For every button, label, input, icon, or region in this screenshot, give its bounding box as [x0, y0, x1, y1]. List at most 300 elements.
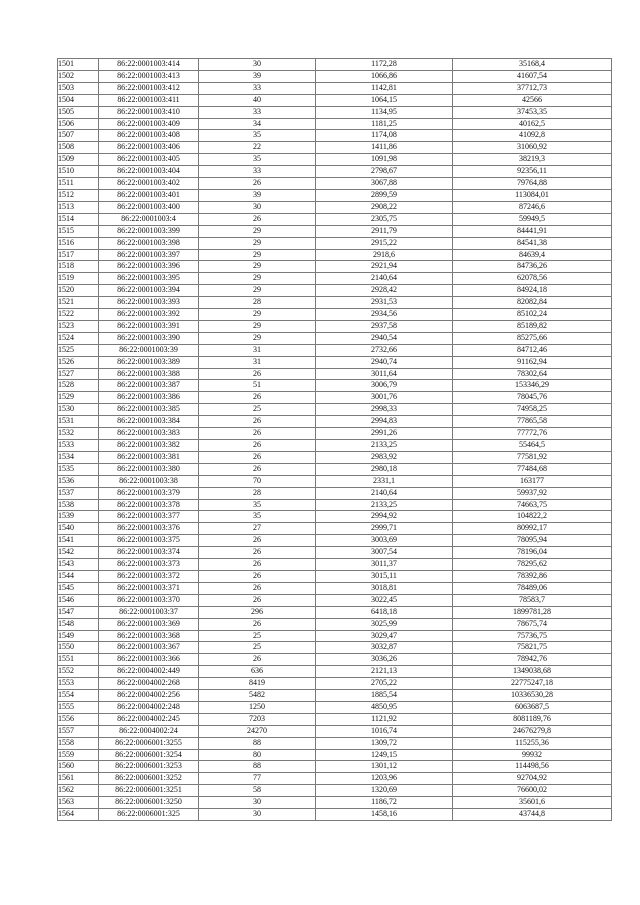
cell-area: 636 [199, 666, 316, 678]
cell-row-number: 1541 [58, 535, 99, 547]
cell-cadastral-number: 86:22:0001003:376 [99, 523, 199, 535]
cell-total-value: 113084,01 [453, 189, 612, 201]
cell-area: 26 [199, 535, 316, 547]
cell-cadastral-number: 86:22:0001003:378 [99, 499, 199, 511]
cell-row-number: 1554 [58, 690, 99, 702]
cell-unit-value: 2928,42 [316, 285, 453, 297]
cell-unit-value: 3022,45 [316, 594, 453, 606]
cell-cadastral-number: 86:22:0001003:389 [99, 356, 199, 368]
cell-unit-value: 3018,81 [316, 582, 453, 594]
cell-total-value: 1349038,68 [453, 666, 612, 678]
cell-total-value: 77865,58 [453, 416, 612, 428]
cell-total-value: 37453,35 [453, 106, 612, 118]
table-row [58, 582, 612, 594]
table-row [58, 440, 612, 452]
cell-total-value: 78489,06 [453, 582, 612, 594]
table-row [58, 201, 612, 213]
table-row [58, 142, 612, 154]
cell-cadastral-number: 86:22:0001003:402 [99, 178, 199, 190]
cell-area: 26 [199, 570, 316, 582]
cell-unit-value: 1203,96 [316, 773, 453, 785]
cell-row-number: 1550 [58, 642, 99, 654]
cell-area: 29 [199, 309, 316, 321]
cell-row-number: 1545 [58, 582, 99, 594]
table-row [58, 487, 612, 499]
table-row [58, 237, 612, 249]
cell-row-number: 1524 [58, 332, 99, 344]
cell-area: 33 [199, 82, 316, 94]
cell-total-value: 85275,66 [453, 332, 612, 344]
cell-total-value: 74958,25 [453, 404, 612, 416]
table-row [58, 475, 612, 487]
cell-row-number: 1501 [58, 59, 99, 71]
table-row [58, 654, 612, 666]
table-row [58, 309, 612, 321]
table-row [58, 59, 612, 71]
cell-area: 1250 [199, 701, 316, 713]
cell-unit-value: 2908,22 [316, 201, 453, 213]
table-row [58, 642, 612, 654]
cell-row-number: 1546 [58, 594, 99, 606]
cell-cadastral-number: 86:22:0006001:3253 [99, 761, 199, 773]
cell-area: 29 [199, 225, 316, 237]
cell-unit-value: 4850,95 [316, 701, 453, 713]
cell-cadastral-number: 86:22:0001003:372 [99, 570, 199, 582]
table-row [58, 570, 612, 582]
cell-unit-value: 2931,53 [316, 297, 453, 309]
cell-unit-value: 1411,86 [316, 142, 453, 154]
cell-total-value: 6063687,5 [453, 701, 612, 713]
cell-row-number: 1517 [58, 249, 99, 261]
cell-unit-value: 3025,99 [316, 618, 453, 630]
cell-area: 80 [199, 749, 316, 761]
cell-row-number: 1537 [58, 487, 99, 499]
cell-cadastral-number: 86:22:0001003:377 [99, 511, 199, 523]
table-row [58, 225, 612, 237]
cell-row-number: 1508 [58, 142, 99, 154]
cell-total-value: 99932 [453, 749, 612, 761]
cell-total-value: 78045,76 [453, 392, 612, 404]
cell-area: 39 [199, 70, 316, 82]
cell-unit-value: 2918,6 [316, 249, 453, 261]
cell-unit-value: 2121,13 [316, 666, 453, 678]
cell-area: 24270 [199, 725, 316, 737]
cell-area: 30 [199, 59, 316, 71]
cell-total-value: 59949,5 [453, 213, 612, 225]
table-row [58, 749, 612, 761]
cell-area: 7203 [199, 713, 316, 725]
cell-unit-value: 2140,64 [316, 273, 453, 285]
cell-cadastral-number: 86:22:0001003:413 [99, 70, 199, 82]
cell-total-value: 91162,94 [453, 356, 612, 368]
cell-unit-value: 6418,18 [316, 606, 453, 618]
cell-area: 29 [199, 320, 316, 332]
table-row [58, 130, 612, 142]
cell-cadastral-number: 86:22:0006001:3254 [99, 749, 199, 761]
cell-cadastral-number: 86:22:0001003:39 [99, 344, 199, 356]
cell-area: 33 [199, 106, 316, 118]
cell-cadastral-number: 86:22:0006001:3250 [99, 797, 199, 809]
cell-total-value: 78675,74 [453, 618, 612, 630]
cell-cadastral-number: 86:22:0001003:385 [99, 404, 199, 416]
cell-cadastral-number: 86:22:0001003:397 [99, 249, 199, 261]
table-row [58, 785, 612, 797]
table-row [58, 261, 612, 273]
cell-row-number: 1535 [58, 463, 99, 475]
cell-unit-value: 2331,1 [316, 475, 453, 487]
cell-area: 51 [199, 380, 316, 392]
table-row [58, 118, 612, 130]
cell-row-number: 1534 [58, 451, 99, 463]
cell-total-value: 78942,76 [453, 654, 612, 666]
table-row [58, 166, 612, 178]
cell-cadastral-number: 86:22:0001003:405 [99, 154, 199, 166]
cell-row-number: 1520 [58, 285, 99, 297]
cell-total-value: 79764,88 [453, 178, 612, 190]
cell-row-number: 1529 [58, 392, 99, 404]
cell-cadastral-number: 86:22:0001003:383 [99, 428, 199, 440]
cell-cadastral-number: 86:22:0001003:410 [99, 106, 199, 118]
cell-total-value: 31060,92 [453, 142, 612, 154]
cell-total-value: 78095,94 [453, 535, 612, 547]
cell-unit-value: 2983,92 [316, 451, 453, 463]
cell-unit-value: 2934,56 [316, 309, 453, 321]
cell-total-value: 74663,75 [453, 499, 612, 511]
cell-row-number: 1538 [58, 499, 99, 511]
cell-cadastral-number: 86:22:0001003:386 [99, 392, 199, 404]
cell-row-number: 1510 [58, 166, 99, 178]
cell-row-number: 1543 [58, 559, 99, 571]
cell-row-number: 1557 [58, 725, 99, 737]
cell-area: 39 [199, 189, 316, 201]
cell-unit-value: 2305,75 [316, 213, 453, 225]
cell-area: 22 [199, 142, 316, 154]
cell-unit-value: 2140,64 [316, 487, 453, 499]
cell-unit-value: 3036,26 [316, 654, 453, 666]
table-row [58, 809, 612, 821]
cell-cadastral-number: 86:22:0001003:375 [99, 535, 199, 547]
cell-cadastral-number: 86:22:0001003:374 [99, 547, 199, 559]
cell-row-number: 1514 [58, 213, 99, 225]
table-row [58, 761, 612, 773]
cell-unit-value: 2133,25 [316, 440, 453, 452]
cell-area: 27 [199, 523, 316, 535]
cell-area: 25 [199, 630, 316, 642]
cell-unit-value: 2705,22 [316, 678, 453, 690]
cell-cadastral-number: 86:22:0004002:256 [99, 690, 199, 702]
table-row [58, 94, 612, 106]
table-row [58, 773, 612, 785]
cell-total-value: 35168,4 [453, 59, 612, 71]
cell-cadastral-number: 86:22:0001003:367 [99, 642, 199, 654]
cell-row-number: 1549 [58, 630, 99, 642]
cell-row-number: 1523 [58, 320, 99, 332]
cell-unit-value: 3032,87 [316, 642, 453, 654]
cell-area: 29 [199, 261, 316, 273]
cell-area: 296 [199, 606, 316, 618]
cell-row-number: 1502 [58, 70, 99, 82]
cell-cadastral-number: 86:22:0006001:3255 [99, 737, 199, 749]
cell-row-number: 1547 [58, 606, 99, 618]
cell-row-number: 1512 [58, 189, 99, 201]
table-row [58, 737, 612, 749]
cell-area: 70 [199, 475, 316, 487]
cell-row-number: 1542 [58, 547, 99, 559]
cell-unit-value: 2133,25 [316, 499, 453, 511]
cell-total-value: 24676279,8 [453, 725, 612, 737]
cell-row-number: 1563 [58, 797, 99, 809]
cell-row-number: 1530 [58, 404, 99, 416]
cell-cadastral-number: 86:22:0001003:396 [99, 261, 199, 273]
cell-total-value: 78583,7 [453, 594, 612, 606]
cell-unit-value: 1172,28 [316, 59, 453, 71]
cell-cadastral-number: 86:22:0001003:391 [99, 320, 199, 332]
cell-total-value: 43744,8 [453, 809, 612, 821]
cell-row-number: 1532 [58, 428, 99, 440]
cell-area: 26 [199, 178, 316, 190]
cell-cadastral-number: 86:22:0006001:3251 [99, 785, 199, 797]
cell-total-value: 62078,56 [453, 273, 612, 285]
table-row [58, 368, 612, 380]
cell-total-value: 104822,2 [453, 511, 612, 523]
cell-area: 26 [199, 416, 316, 428]
cell-unit-value: 2998,33 [316, 404, 453, 416]
cell-cadastral-number: 86:22:0001003:368 [99, 630, 199, 642]
cell-total-value: 92356,11 [453, 166, 612, 178]
cell-total-value: 40162,5 [453, 118, 612, 130]
cell-row-number: 1525 [58, 344, 99, 356]
cell-cadastral-number: 86:22:0001003:388 [99, 368, 199, 380]
cell-area: 28 [199, 297, 316, 309]
cell-unit-value: 2991,26 [316, 428, 453, 440]
cell-unit-value: 2921,94 [316, 261, 453, 273]
cell-area: 88 [199, 761, 316, 773]
cell-unit-value: 3007,54 [316, 547, 453, 559]
cell-unit-value: 1064,15 [316, 94, 453, 106]
cell-total-value: 84924,18 [453, 285, 612, 297]
cell-total-value: 163177 [453, 475, 612, 487]
table-row [58, 106, 612, 118]
cell-total-value: 35601,6 [453, 797, 612, 809]
cell-unit-value: 3029,47 [316, 630, 453, 642]
cell-cadastral-number: 86:22:0001003:37 [99, 606, 199, 618]
cell-row-number: 1553 [58, 678, 99, 690]
cell-cadastral-number: 86:22:0001003:380 [99, 463, 199, 475]
cell-cadastral-number: 86:22:0001003:369 [99, 618, 199, 630]
cell-row-number: 1552 [58, 666, 99, 678]
cell-unit-value: 2994,83 [316, 416, 453, 428]
cell-area: 29 [199, 237, 316, 249]
table-row [58, 285, 612, 297]
cell-cadastral-number: 86:22:0001003:393 [99, 297, 199, 309]
cell-cadastral-number: 86:22:0004002:248 [99, 701, 199, 713]
cell-unit-value: 2915,22 [316, 237, 453, 249]
cadastral-table [57, 58, 612, 821]
cell-cadastral-number: 86:22:0001003:399 [99, 225, 199, 237]
cell-unit-value: 2911,79 [316, 225, 453, 237]
cell-row-number: 1551 [58, 654, 99, 666]
cell-row-number: 1559 [58, 749, 99, 761]
cell-total-value: 8081189,76 [453, 713, 612, 725]
cell-total-value: 84736,26 [453, 261, 612, 273]
cell-area: 31 [199, 356, 316, 368]
table-row [58, 428, 612, 440]
cell-row-number: 1504 [58, 94, 99, 106]
cell-cadastral-number: 86:22:0001003:373 [99, 559, 199, 571]
cell-total-value: 85102,24 [453, 309, 612, 321]
cell-area: 26 [199, 368, 316, 380]
cell-area: 26 [199, 547, 316, 559]
cell-unit-value: 1142,81 [316, 82, 453, 94]
cell-row-number: 1561 [58, 773, 99, 785]
cell-cadastral-number: 86:22:0001003:401 [99, 189, 199, 201]
table-row [58, 678, 612, 690]
cell-area: 26 [199, 618, 316, 630]
cell-area: 25 [199, 404, 316, 416]
table-row [58, 273, 612, 285]
cell-total-value: 77772,76 [453, 428, 612, 440]
cell-unit-value: 2994,92 [316, 511, 453, 523]
cell-area: 26 [199, 463, 316, 475]
cell-area: 35 [199, 499, 316, 511]
cell-cadastral-number: 86:22:0001003:409 [99, 118, 199, 130]
cell-unit-value: 2999,71 [316, 523, 453, 535]
cell-row-number: 1518 [58, 261, 99, 273]
cell-total-value: 1899781,28 [453, 606, 612, 618]
table-row [58, 499, 612, 511]
table-body [58, 59, 612, 821]
cell-area: 26 [199, 392, 316, 404]
table-row [58, 70, 612, 82]
cell-unit-value: 3003,69 [316, 535, 453, 547]
cell-total-value: 41092,8 [453, 130, 612, 142]
cell-unit-value: 2937,58 [316, 320, 453, 332]
cell-area: 26 [199, 213, 316, 225]
cell-cadastral-number: 86:22:0001003:38 [99, 475, 199, 487]
table-row [58, 713, 612, 725]
cell-row-number: 1522 [58, 309, 99, 321]
cell-total-value: 84639,4 [453, 249, 612, 261]
cell-row-number: 1562 [58, 785, 99, 797]
cell-area: 26 [199, 559, 316, 571]
cell-unit-value: 3067,88 [316, 178, 453, 190]
cell-area: 8419 [199, 678, 316, 690]
table-row [58, 523, 612, 535]
cell-unit-value: 1134,95 [316, 106, 453, 118]
cell-total-value: 114498,56 [453, 761, 612, 773]
cell-cadastral-number: 86:22:0001003:398 [99, 237, 199, 249]
cell-total-value: 78302,64 [453, 368, 612, 380]
table-row [58, 416, 612, 428]
cell-total-value: 77581,92 [453, 451, 612, 463]
cell-unit-value: 1091,98 [316, 154, 453, 166]
cell-row-number: 1507 [58, 130, 99, 142]
table-row [58, 463, 612, 475]
table-row [58, 451, 612, 463]
cell-row-number: 1536 [58, 475, 99, 487]
table-row [58, 320, 612, 332]
cell-cadastral-number: 86:22:0004002:245 [99, 713, 199, 725]
table-row [58, 392, 612, 404]
table-row [58, 511, 612, 523]
cell-row-number: 1548 [58, 618, 99, 630]
cell-cadastral-number: 86:22:0001003:387 [99, 380, 199, 392]
cell-area: 26 [199, 654, 316, 666]
table-row [58, 594, 612, 606]
cell-total-value: 59937,92 [453, 487, 612, 499]
cell-row-number: 1533 [58, 440, 99, 452]
cell-total-value: 77484,68 [453, 463, 612, 475]
cell-area: 34 [199, 118, 316, 130]
cell-total-value: 75821,75 [453, 642, 612, 654]
cell-area: 58 [199, 785, 316, 797]
cell-area: 30 [199, 797, 316, 809]
table-row [58, 380, 612, 392]
cell-area: 26 [199, 582, 316, 594]
cell-unit-value: 2980,18 [316, 463, 453, 475]
table-row [58, 666, 612, 678]
cell-cadastral-number: 86:22:0001003:406 [99, 142, 199, 154]
cell-total-value: 37712,73 [453, 82, 612, 94]
cell-cadastral-number: 86:22:0001003:370 [99, 594, 199, 606]
cell-unit-value: 1458,16 [316, 809, 453, 821]
cell-cadastral-number: 86:22:0001003:4 [99, 213, 199, 225]
cell-total-value: 85189,82 [453, 320, 612, 332]
cell-unit-value: 1016,74 [316, 725, 453, 737]
cell-cadastral-number: 86:22:0001003:412 [99, 82, 199, 94]
cell-total-value: 10336530,28 [453, 690, 612, 702]
table-row [58, 178, 612, 190]
table-row [58, 559, 612, 571]
cell-total-value: 78295,62 [453, 559, 612, 571]
table-row [58, 249, 612, 261]
cell-total-value: 38219,3 [453, 154, 612, 166]
table-row [58, 797, 612, 809]
table-row [58, 356, 612, 368]
cell-area: 26 [199, 451, 316, 463]
table-row [58, 344, 612, 356]
cell-cadastral-number: 86:22:0001003:371 [99, 582, 199, 594]
cell-row-number: 1531 [58, 416, 99, 428]
cell-row-number: 1540 [58, 523, 99, 535]
table-row [58, 690, 612, 702]
cell-row-number: 1527 [58, 368, 99, 380]
cell-row-number: 1528 [58, 380, 99, 392]
cell-unit-value: 3006,79 [316, 380, 453, 392]
cell-unit-value: 1066,86 [316, 70, 453, 82]
cell-row-number: 1521 [58, 297, 99, 309]
cell-total-value: 80992,17 [453, 523, 612, 535]
table-row [58, 535, 612, 547]
cell-area: 26 [199, 428, 316, 440]
cell-cadastral-number: 86:22:0004002:24 [99, 725, 199, 737]
cell-area: 40 [199, 94, 316, 106]
cell-unit-value: 1885,54 [316, 690, 453, 702]
cell-total-value: 55464,5 [453, 440, 612, 452]
cell-cadastral-number: 86:22:0001003:390 [99, 332, 199, 344]
table-row [58, 606, 612, 618]
cell-row-number: 1544 [58, 570, 99, 582]
cell-row-number: 1558 [58, 737, 99, 749]
cell-row-number: 1503 [58, 82, 99, 94]
cell-row-number: 1515 [58, 225, 99, 237]
cell-total-value: 82082,84 [453, 297, 612, 309]
cell-row-number: 1564 [58, 809, 99, 821]
cell-cadastral-number: 86:22:0001003:381 [99, 451, 199, 463]
cell-unit-value: 3015,11 [316, 570, 453, 582]
table-row [58, 618, 612, 630]
cell-total-value: 76600,02 [453, 785, 612, 797]
